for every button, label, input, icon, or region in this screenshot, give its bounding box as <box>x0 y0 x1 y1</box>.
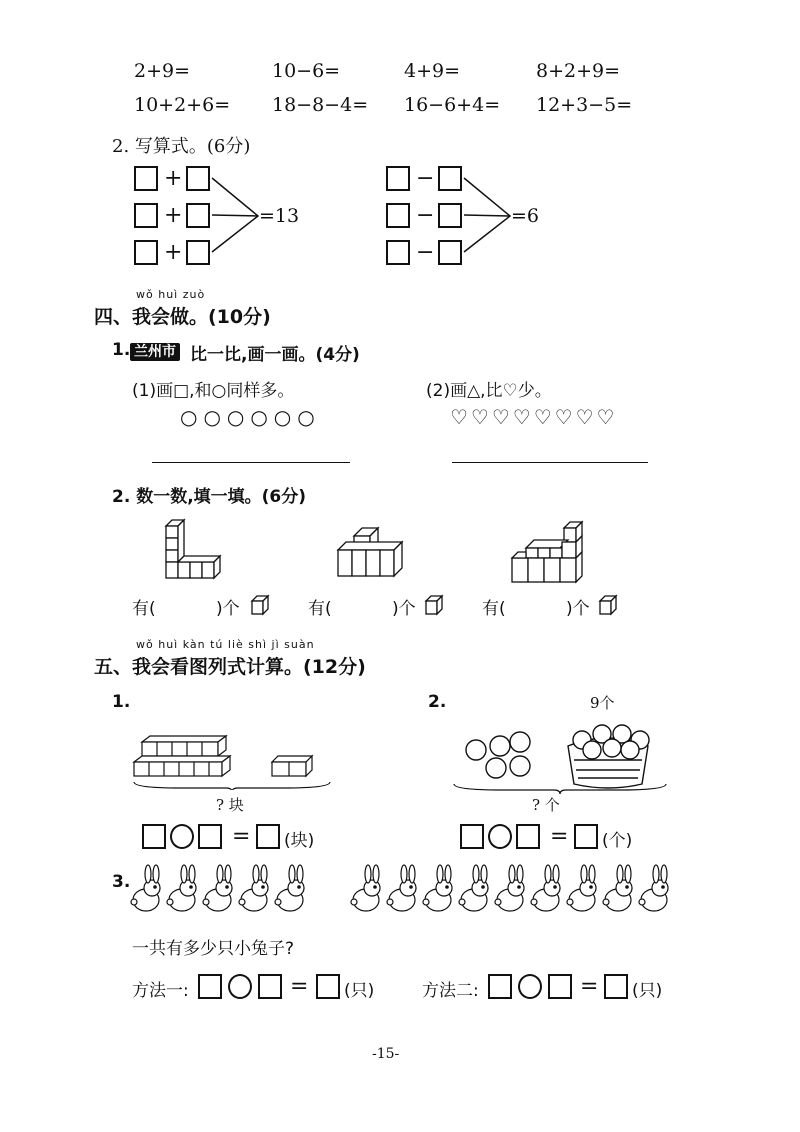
balls-figure <box>452 714 672 794</box>
answer-box[interactable] <box>142 824 166 849</box>
fill-label-open: 有( <box>132 599 156 619</box>
section4-pinyin: wǒ huì zuò <box>136 288 206 301</box>
cubes-figure-1 <box>158 516 228 584</box>
answer-box[interactable] <box>488 974 512 999</box>
equation-6: 18−8−4= <box>272 94 369 116</box>
fill-blank[interactable] <box>352 594 386 616</box>
q1-text: 比一比,画一画。(4分) <box>190 345 360 365</box>
q1a-text: (1)画□,和○同样多。 <box>132 381 295 401</box>
answer-box[interactable] <box>386 166 410 191</box>
method-2-label: 方法二: <box>422 981 479 1001</box>
section5-title: 五、我会看图列式计算。(12分) <box>94 656 366 678</box>
cube-icon <box>598 594 618 616</box>
region-tag-label: 兰州市 <box>130 343 180 361</box>
answer-box[interactable] <box>548 974 572 999</box>
answer-box[interactable] <box>386 203 410 228</box>
q1b-text: (2)画△,比♡少。 <box>426 381 552 401</box>
answer-box[interactable] <box>258 974 282 999</box>
q3-number: 3. <box>112 872 131 892</box>
answer-box[interactable] <box>460 824 484 849</box>
converging-lines <box>210 172 260 262</box>
count-fill-title: 2. 数一数,填一填。(6分) <box>112 487 307 507</box>
region-tag <box>130 341 180 361</box>
answer-box[interactable] <box>256 824 280 849</box>
plus-sign: + <box>164 240 183 265</box>
q2-number: 2. <box>428 692 447 712</box>
minus-sign: − <box>416 203 435 228</box>
fill-blank[interactable] <box>526 594 560 616</box>
answer-box[interactable] <box>386 240 410 265</box>
equals-sign: = <box>550 824 569 849</box>
minus-result: =6 <box>511 205 540 227</box>
hearts-row: ♡♡♡♡♡♡♡♡ <box>450 405 618 429</box>
operator-circle[interactable] <box>488 824 512 849</box>
answer-box[interactable] <box>198 824 222 849</box>
plus-sign: + <box>164 166 183 191</box>
equation-2: 10−6= <box>272 60 341 82</box>
answer-box[interactable] <box>134 240 158 265</box>
answer-box[interactable] <box>574 824 598 849</box>
answer-box[interactable] <box>438 166 462 191</box>
blocks-figure <box>130 730 340 790</box>
answer-box[interactable] <box>186 203 210 228</box>
section4-title: 四、我会做。(10分) <box>94 306 271 328</box>
fill-label-close: )个 <box>566 599 590 619</box>
cube-icon <box>250 594 270 616</box>
operator-circle[interactable] <box>228 974 252 999</box>
drawing-line-1[interactable] <box>152 462 350 463</box>
operator-circle[interactable] <box>170 824 194 849</box>
equation-3: 4+9= <box>404 60 461 82</box>
equation-7: 16−6+4= <box>404 94 501 116</box>
answer-box[interactable] <box>186 240 210 265</box>
answer-box[interactable] <box>186 166 210 191</box>
unit-kuai: (块) <box>284 831 315 851</box>
answer-box[interactable] <box>516 824 540 849</box>
equation-5: 10+2+6= <box>134 94 231 116</box>
answer-box[interactable] <box>134 203 158 228</box>
circles-row: ○○○○○○ <box>180 405 321 429</box>
fill-label-open: 有( <box>482 599 506 619</box>
page-number: -15- <box>372 1046 400 1062</box>
rabbits-figure <box>130 862 690 918</box>
unit-ge: (个) <box>602 831 633 851</box>
operator-circle[interactable] <box>518 974 542 999</box>
question-kuai: ? 块 <box>216 796 244 814</box>
equals-sign: = <box>580 974 599 999</box>
answer-box[interactable] <box>316 974 340 999</box>
plus-sign: + <box>164 203 183 228</box>
method-1-label: 方法一: <box>132 981 189 1001</box>
cube-icon <box>424 594 444 616</box>
cubes-figure-2 <box>334 526 414 586</box>
plus-result: =13 <box>259 205 300 227</box>
equals-sign: = <box>232 824 251 849</box>
unit-zhi: (只) <box>344 981 375 1001</box>
equation-4: 8+2+9= <box>536 60 621 82</box>
minus-sign: − <box>416 166 435 191</box>
fill-label-open: 有( <box>308 599 332 619</box>
fill-label-close: )个 <box>216 599 240 619</box>
q1-number: 1. <box>112 692 131 712</box>
fill-label-close: )个 <box>392 599 416 619</box>
answer-box[interactable] <box>134 166 158 191</box>
answer-box[interactable] <box>198 974 222 999</box>
q1-number: 1. <box>112 340 131 360</box>
equals-sign: = <box>290 974 309 999</box>
answer-box[interactable] <box>438 240 462 265</box>
cubes-figure-3 <box>508 518 588 586</box>
converging-lines <box>462 172 512 262</box>
fill-blank[interactable] <box>176 594 210 616</box>
equation-1: 2+9= <box>134 60 191 82</box>
nine-label: 9个 <box>590 694 615 712</box>
section5-pinyin: wǒ huì kàn tú liè shì jì suàn <box>136 638 315 651</box>
write-formula-title: 2. 写算式。(6分) <box>112 136 251 157</box>
rabbit-question: 一共有多少只小兔子? <box>132 939 295 959</box>
equation-8: 12+3−5= <box>536 94 633 116</box>
answer-box[interactable] <box>604 974 628 999</box>
minus-sign: − <box>416 240 435 265</box>
unit-zhi: (只) <box>632 981 663 1001</box>
drawing-line-2[interactable] <box>452 462 648 463</box>
answer-box[interactable] <box>438 203 462 228</box>
question-ge: ? 个 <box>532 796 560 814</box>
